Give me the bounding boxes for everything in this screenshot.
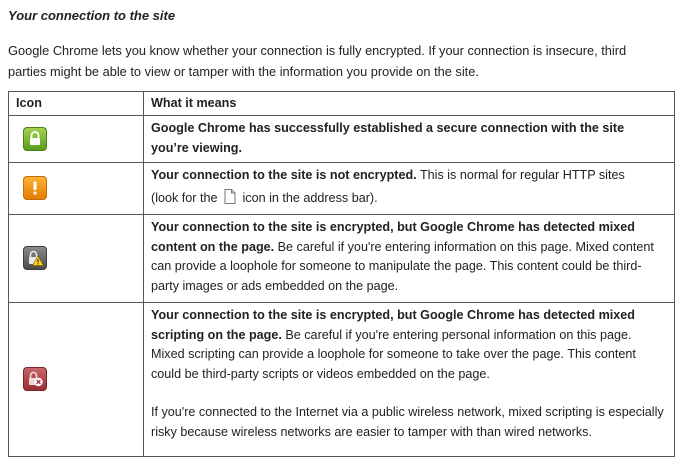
meaning-bold: Your connection to the site is not encrypted. [151,168,417,182]
meaning-text-before-icon: (look for the [151,190,218,205]
meaning-line2 [151,189,664,211]
table-header-row [9,92,675,116]
meaning-text: Be careful if you're entering personal information on this page. Mixed scripting can provide a loophole for someone to take over the page. This content could be third-party scripts or videos embedded on the page. [151,327,636,381]
meaning-bold: Your connection to the site is encrypted, but Google Chrome has detected mixed scripting on the page. [151,308,636,342]
meaning-bold: Google Chrome has successfully established a secure connection with the site you’re viewing. [151,121,625,155]
page-document-icon [224,189,236,211]
green-lock-icon [23,127,47,151]
lock-warning-icon [23,246,47,270]
meaning-cell [144,116,675,163]
icon-cell [9,303,144,457]
icon-legend-table [8,91,675,457]
meaning-text: This is normal for regular HTTP sites [419,168,625,182]
meaning-text-after-icon: icon in the address bar). [242,190,378,205]
meaning-text-2: If you're connected to the Internet via a public wireless network, mixed scripting is especially risky because wireless networks are easier to tamper with than wired networks. [151,405,664,439]
header-icon: Icon [9,92,144,116]
icon-cell [9,163,144,215]
section-heading: Your connection to the site [8,8,176,23]
table-row [9,215,675,303]
icon-cell [9,215,144,303]
table-row [9,116,675,163]
red-lock-x-icon [23,367,47,391]
paragraph-gap [151,384,664,403]
meaning-cell [144,303,675,457]
table-row [9,303,675,457]
meaning-cell [144,215,675,303]
table-row [9,163,675,215]
meaning-text: Be careful if you're entering information on this page. Mixed content can provide a loophole for someone to manipulate the page. This content could be third-party images or ads embedded on the page. [151,239,654,293]
orange-exclamation-icon [23,176,47,200]
intro-paragraph: Google Chrome lets you know whether your connection is fully encrypted. If your connection is insecure, third parties might be able to view or tamper with the information you provide on the site. [8,43,627,79]
meaning-bold: Your connection to the site is encrypted, but Google Chrome has detected mixed content on the page. [151,220,636,254]
icon-cell [9,116,144,163]
header-meaning: What it means [144,92,675,116]
meaning-cell [144,163,675,215]
